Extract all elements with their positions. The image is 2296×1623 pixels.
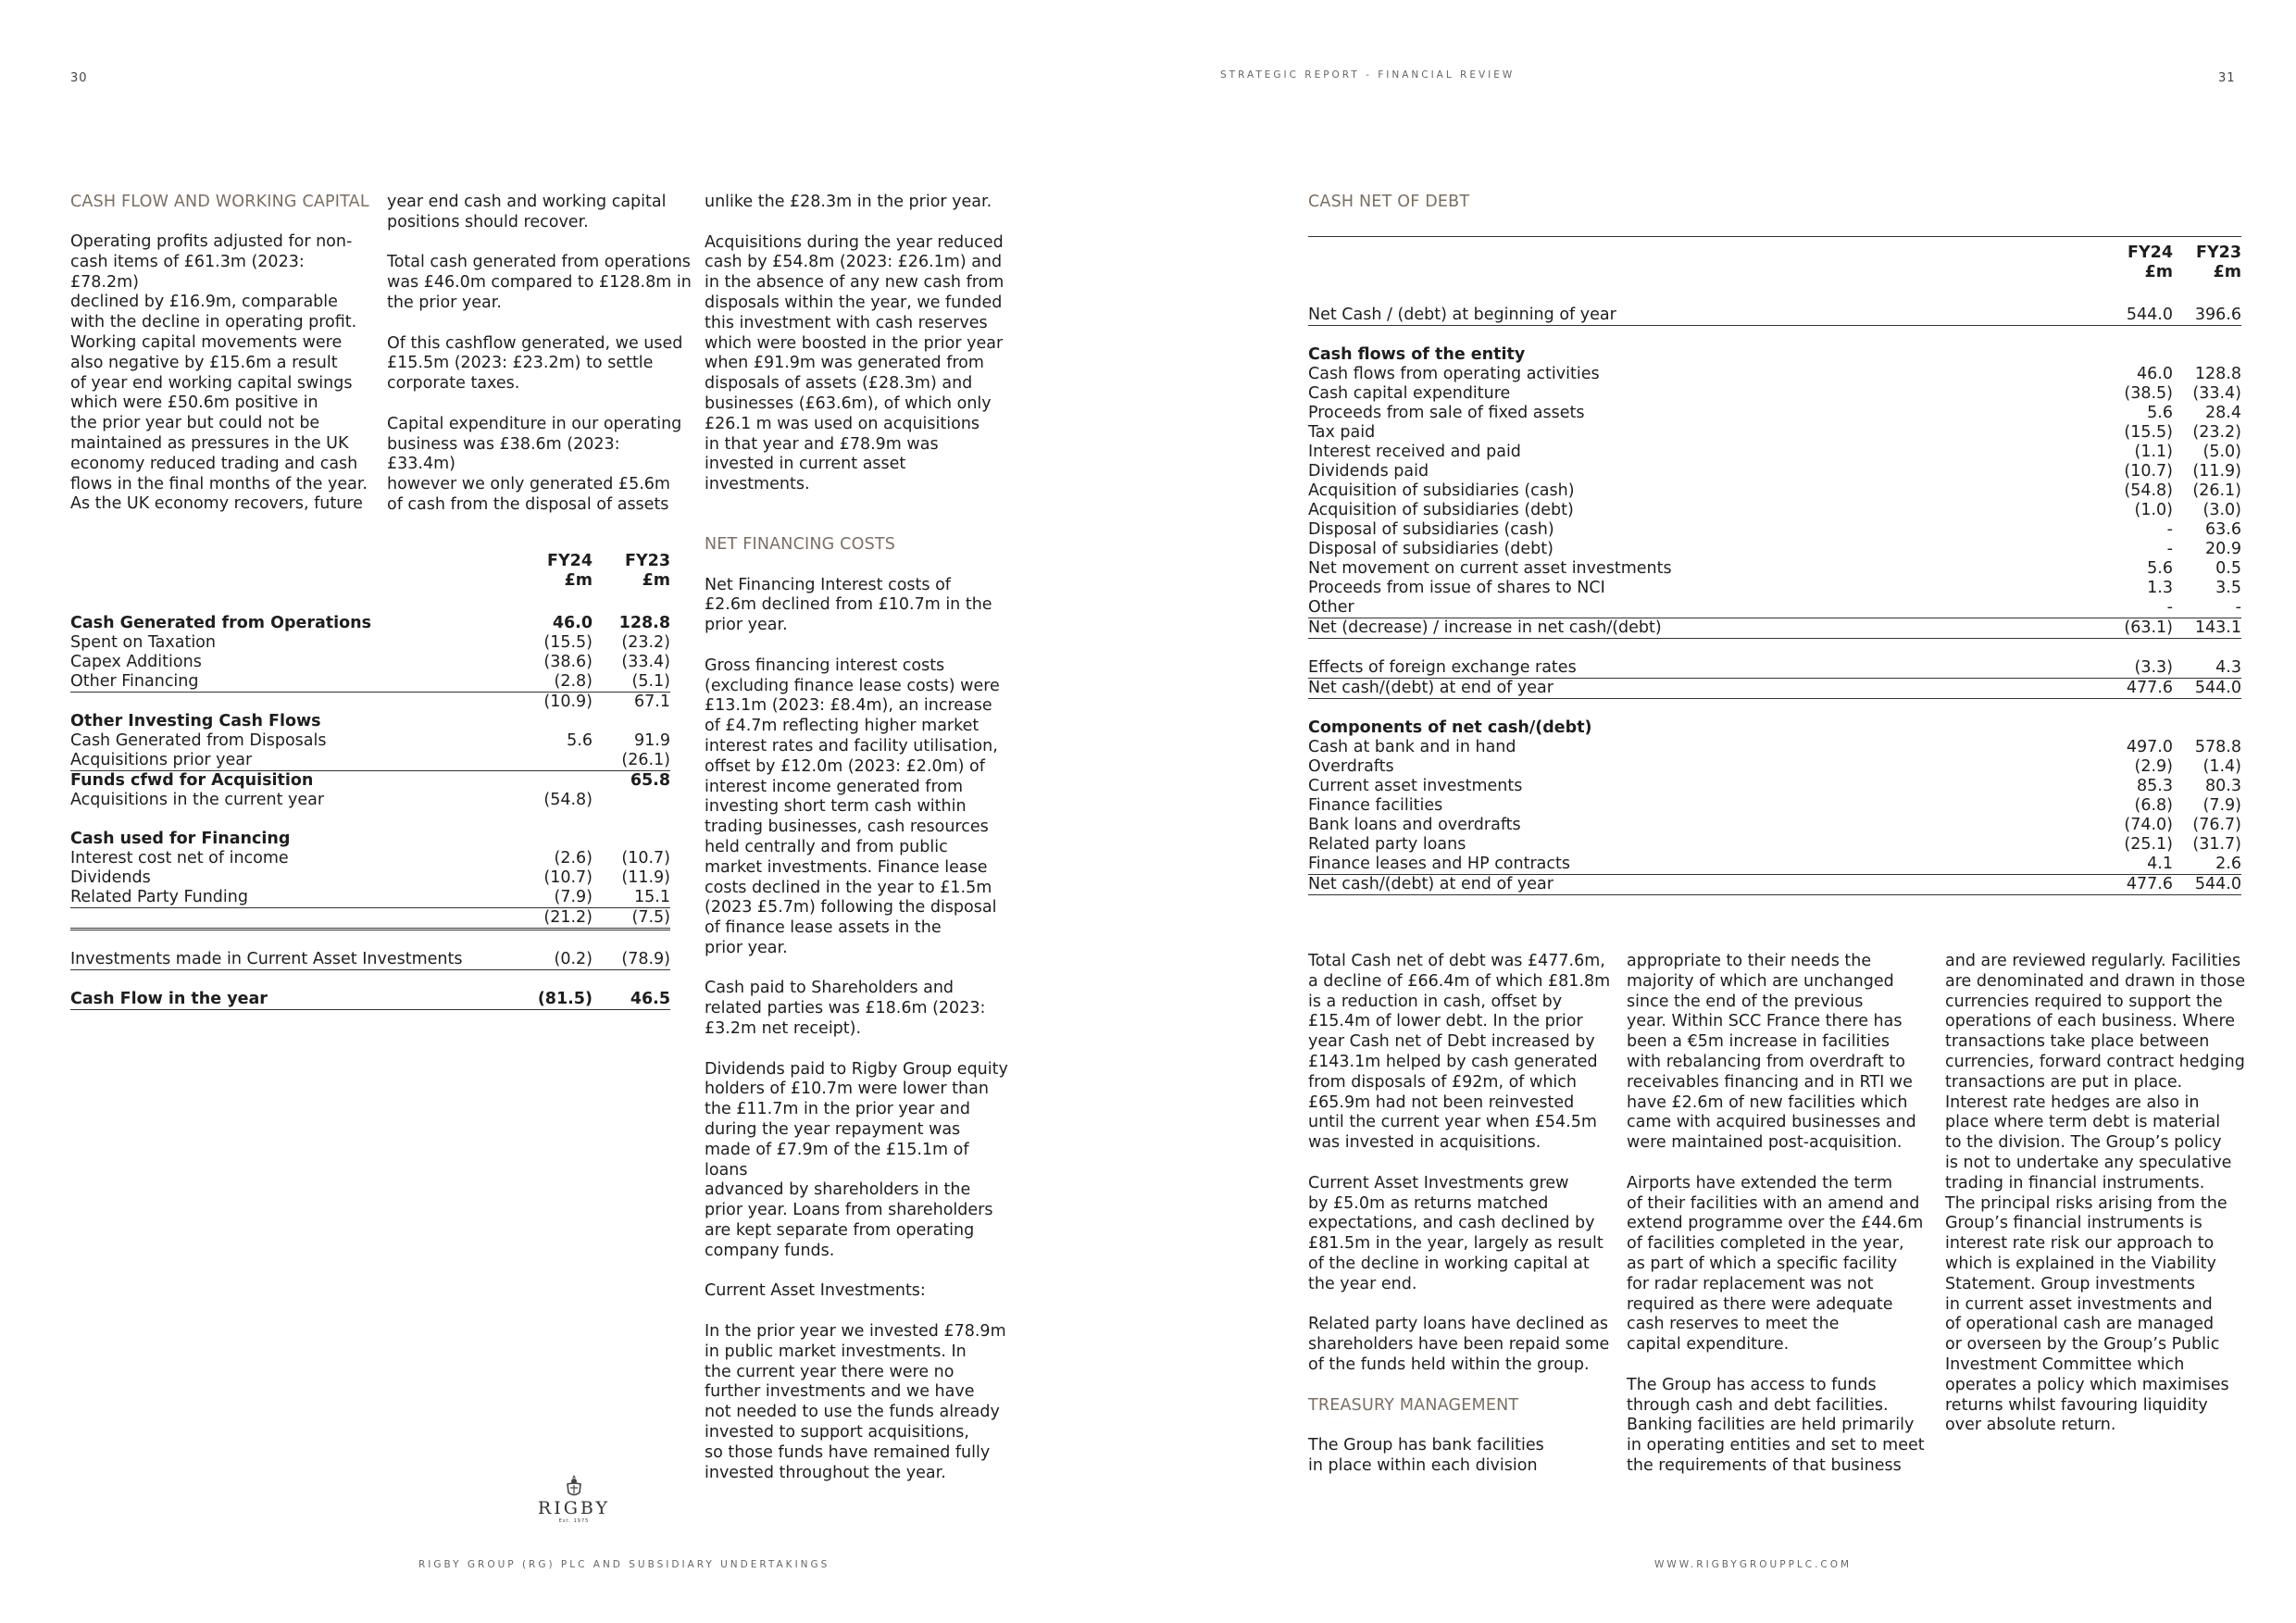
fy24-value (2101, 345, 2173, 365)
fy24-value: - (2166, 540, 2173, 558)
fy24-value: 46.0 (552, 614, 593, 632)
table-row (70, 830, 670, 849)
fy23-value: (76.7) (2192, 816, 2241, 834)
fy24-value (533, 930, 593, 951)
paragraph: The Group has access to funds through cash and debt facilities. Banking facilities are held primarily in operating entities and set to meet the requirements of that business (1627, 1375, 1925, 1475)
fy23-value: 91.9 (634, 731, 670, 750)
fy24-value (533, 970, 593, 991)
table-row (1308, 481, 2241, 501)
row-label: Net movement on current asset investments (1308, 559, 1672, 578)
fy24-value: - (2166, 520, 2173, 539)
left-page-number: 30 (70, 71, 88, 85)
table-row (1308, 618, 2241, 639)
fy23-column-header: FY23 £m (2196, 243, 2241, 281)
fy24-value: (0.2) (533, 950, 593, 970)
table-row (1308, 559, 2241, 579)
fy23-value: (23.2) (2192, 423, 2241, 442)
fy23-value: (26.1) (593, 751, 670, 771)
row-label: Cash Flow in the year (70, 990, 533, 1010)
fy24-value (2101, 326, 2173, 346)
row-label: Cash Generated from Operations (70, 614, 372, 632)
rigby-logo (537, 1474, 611, 1524)
row-label: Cash flows of the entity (1308, 345, 1526, 364)
section-label: STRATEGIC REPORT - FINANCIAL REVIEW (1220, 69, 1516, 81)
cash-net-of-debt-heading: CASH NET OF DEBT (1308, 193, 1470, 211)
fy24-value: (54.8) (543, 791, 593, 809)
fy24-value: (15.5) (543, 633, 593, 652)
right-text-col2 (1627, 952, 1937, 1497)
fy23-value: 544.0 (2173, 679, 2241, 699)
table-row (70, 868, 670, 888)
fy24-value: (10.9) (543, 693, 593, 711)
table-row (70, 990, 670, 1010)
row-label: Cash used for Financing (70, 830, 291, 848)
table-row (1308, 699, 2241, 719)
table-row (1308, 738, 2241, 757)
fy24-value: (3.3) (2101, 658, 2173, 679)
fy23-value: (11.9) (621, 868, 670, 887)
fy23-value: (7.9) (2202, 796, 2241, 815)
table-row (70, 950, 670, 970)
fy24-column-header: FY24 £m (2128, 243, 2173, 281)
fy24-value: (10.7) (2124, 462, 2173, 481)
fy24-value: 544.0 (2101, 306, 2173, 326)
fy24-value: (21.2) (533, 908, 593, 930)
table-top-rule (1308, 236, 2241, 237)
table-row (70, 970, 670, 991)
row-label: Cash Generated from Disposals (70, 731, 327, 750)
table-row (70, 771, 670, 792)
table-row (1308, 286, 2241, 306)
left-text-col1 (70, 232, 376, 535)
row-label (70, 908, 533, 930)
table-row (1308, 384, 2241, 404)
row-label: Disposal of subsidiaries (cash) (1308, 520, 1554, 539)
fy23-value (593, 791, 670, 810)
row-label: Acquisitions in the current year (70, 791, 325, 809)
row-label: Finance facilities (1308, 796, 1443, 815)
row-label: Cash capital expenditure (1308, 384, 1511, 403)
row-label: Current asset investments (1308, 777, 1523, 795)
fy23-value: (33.4) (621, 653, 670, 671)
paragraph: The Group has bank facilities in place within each division (1308, 1436, 1544, 1475)
left-footer: RIGBY GROUP (RG) PLC AND SUBSIDIARY UNDERTAKINGS (418, 1559, 830, 1570)
row-label (70, 693, 533, 713)
paragraph: year end cash and working capital positions should recover. (387, 193, 667, 231)
left-text-col2 (387, 193, 693, 536)
row-label: Dividends (70, 868, 151, 887)
fy23-value: 46.5 (593, 990, 670, 1010)
row-label: Dividends paid (1308, 462, 1429, 481)
row-label: Net cash/(debt) at end of year (1308, 679, 2101, 699)
paragraph: Operating profits adjusted for non- cash items of £61.3m (2023: £78.2m) declined by £16.9m, comparable with the decline in operating profit. Working capital movements were also negative by £15.6m a result of year end working capital swings which were £50.6m positive in the prior year but could not be maintained as pressures in the UK economy reduced trading and cash flows in the final months of the year. As the UK economy recovers, future (70, 232, 368, 514)
fy24-value: (38.6) (543, 653, 593, 671)
row-label (1308, 286, 2101, 306)
fy23-value: 65.8 (630, 771, 670, 790)
table-row (1308, 540, 2241, 559)
fy23-value: (1.4) (2202, 757, 2241, 776)
table-row (70, 731, 670, 751)
row-label: Funds cfwd for Acquisition (70, 771, 314, 790)
fy24-value: (38.5) (2124, 384, 2173, 403)
fy23-column-header: FY23 £m (625, 552, 670, 590)
table-row (70, 849, 670, 868)
fy24-value: (15.5) (2124, 423, 2173, 442)
table-row (1308, 345, 2241, 365)
paragraph: Total Cash net of debt was £477.6m, a decline of £66.4m of which £81.8m is a reduction in cash, offset by £15.4m of lower debt. In the prior year Cash net of Debt increased by £143.1m helped by cash generated from disposals of £92m, of which £65.9m had not been reinvested until the current year when £54.5m was invested in acquisitions. (1308, 952, 1611, 1153)
fy24-value: - (2101, 598, 2173, 618)
fy23-value: (23.2) (621, 633, 670, 652)
table-row (70, 888, 670, 908)
fy24-value: (6.8) (2134, 796, 2173, 815)
fy24-value: (10.7) (543, 868, 593, 887)
fy23-value: 63.6 (2205, 520, 2241, 539)
fy24-value: (74.0) (2124, 816, 2173, 834)
table-header-row (1308, 243, 2241, 286)
fy24-value: (1.0) (2134, 501, 2173, 519)
table-row (70, 672, 670, 693)
fy24-value: 477.6 (2101, 679, 2173, 699)
fy24-value: (25.1) (2124, 835, 2173, 854)
table-row (1308, 757, 2241, 777)
fy24-value: 1.3 (2147, 579, 2173, 597)
paragraph: unlike the £28.3m in the prior year. (705, 193, 992, 211)
table-row (1308, 855, 2241, 875)
row-label (1308, 326, 2101, 346)
row-label: Components of net cash/(debt) (1308, 718, 1592, 737)
paragraph: Of this cashflow generated, we used £15.5m (2023: £23.2m) to settle corporate taxes. (387, 333, 683, 393)
table-row (1308, 443, 2241, 462)
fy23-value (2173, 639, 2241, 659)
row-label: Capex Additions (70, 653, 202, 671)
table-row (1308, 462, 2241, 481)
table-row (70, 653, 670, 672)
table-row (1308, 326, 2241, 346)
fy23-value: 67.1 (634, 693, 670, 711)
right-text-col3 (1945, 952, 2255, 1456)
fy24-value: (1.1) (2134, 443, 2173, 461)
fy23-value: 128.8 (2194, 365, 2241, 383)
fy23-value: (7.5) (593, 908, 670, 930)
paragraph: Acquisitions during the year reduced cash by £54.8m (2023: £26.1m) and in the absence of any new cash from disposals within the year, we funded this investment with cash reserves which were boosted in the prior year when £91.9m was generated from disposals of assets (£28.3m) and businesses (£63.6m), of which only £26.1 m was used on acquisitions in that year and £78.9m was invested in current asset investments. (705, 232, 1004, 494)
fy23-value: 4.3 (2173, 658, 2241, 679)
table-row (1308, 579, 2241, 598)
paragraph: Net Financing Interest costs of £2.6m declined from £10.7m in the prior year. (705, 575, 992, 635)
row-label: Net cash/(debt) at end of year (1308, 875, 2101, 895)
table-row (1308, 365, 2241, 384)
paragraph: In the prior year we invested £78.9m in public market investments. In the current year there were no further investments and we have not needed to use the funds already invested to support acquisitions, so those funds have remained fully invested throughout the year. (705, 1322, 1006, 1482)
table-header-row (70, 552, 670, 594)
fy23-value: (26.1) (2192, 481, 2241, 500)
fy23-value: - (2173, 598, 2241, 618)
paragraph: and are reviewed regularly. Facilities are denominated and drawn in those currencies required to support the operations of each business. Where transactions take place between currencies, forward contract hedging transactions are put in place. Interest rate hedges are also in place where term debt is material to the division. The Group’s policy is not to undertake any speculative trading in financial instruments. The principal risks arising from the Group’s financial instruments is interest rate risk our approach to which is explained in the Viability Statement. Group investments in current asset investments and of operational cash are managed or overseen by the Group’s Public Investment Committee which operates a policy which maximises returns whilst favouring liquidity over absolute return. (1945, 952, 2246, 1435)
net-financing-heading: NET FINANCING COSTS (705, 534, 896, 554)
paragraph: Current Asset Investments: (705, 1281, 926, 1301)
fy23-value: 143.1 (2173, 618, 2241, 639)
row-label (70, 930, 533, 951)
fy23-value: (33.4) (2192, 384, 2241, 403)
row-label: Disposal of subsidiaries (debt) (1308, 540, 1554, 558)
right-footer: WWW.RIGBYGROUPPLC.COM (1654, 1559, 1853, 1570)
fy23-value: 0.5 (2215, 559, 2241, 578)
fy23-value (593, 810, 670, 830)
fy23-value: (78.9) (593, 950, 670, 970)
table-row (1308, 520, 2241, 540)
fy23-value: 396.6 (2173, 306, 2241, 326)
row-label: Investments made in Current Asset Investments (70, 950, 533, 970)
fy23-value (593, 970, 670, 991)
table-row (1308, 598, 2241, 618)
cash-flow-table (70, 552, 670, 1010)
fy23-value: (10.7) (621, 849, 670, 868)
table-row (1308, 679, 2241, 699)
row-label (1308, 699, 2101, 719)
fy24-value (2101, 718, 2173, 738)
left-text-col3 (705, 193, 1010, 1504)
row-label: Bank loans and overdrafts (1308, 816, 1521, 834)
row-label (1308, 639, 2101, 659)
fy24-value (533, 810, 593, 830)
table-row (1308, 404, 2241, 423)
paragraph: Dividends paid to Rigby Group equity holders of £10.7m were lower than the £11.7m in the prior year and during the year repayment was made of £7.9m of the £15.1m of loans advanced by shareholders in the prior year. Loans from shareholders are kept separate from operating company funds. (705, 1059, 1008, 1260)
fy23-value: (5.1) (593, 672, 670, 693)
fy23-value: (31.7) (2192, 835, 2241, 854)
row-label: Tax paid (1308, 423, 1376, 442)
fy24-value (533, 830, 593, 849)
right-text-col1 (1308, 952, 1618, 1497)
fy24-value: (7.9) (533, 888, 593, 908)
paragraph: Current Asset Investments grew by £5.0m as returns matched expectations, and cash declined by £81.5m in the year, largely as result of the decline in working capital at the year end. (1308, 1173, 1603, 1293)
paragraph: Capital expenditure in our operating business was £38.6m (2023: £33.4m) however we only generated £5.6m of cash from the disposal of assets (387, 414, 682, 514)
fy23-value (593, 930, 670, 951)
fy24-value: (54.8) (2124, 481, 2173, 500)
fy24-value: 497.0 (2126, 738, 2173, 756)
table-row (1308, 875, 2241, 895)
fy23-value: (5.0) (2202, 443, 2241, 461)
fy24-value: 4.1 (2101, 855, 2173, 875)
fy24-value: (2.8) (533, 672, 593, 693)
fy24-value: 85.3 (2137, 777, 2173, 795)
table-row (70, 791, 670, 810)
fy23-value (593, 712, 670, 731)
paragraph: Related party loans have declined as shareholders have been repaid some of the funds held within the group. (1308, 1315, 1610, 1374)
table-row (70, 810, 670, 830)
fy24-value: (63.1) (2101, 618, 2173, 639)
fy23-value: (3.0) (2202, 501, 2241, 519)
table-row (1308, 639, 2241, 659)
treasury-heading: TREASURY MANAGEMENT (1308, 1395, 1519, 1415)
table-row (1308, 718, 2241, 738)
fy23-value (2173, 699, 2241, 719)
fy24-column-header: FY24 £m (547, 552, 593, 590)
table-row (1308, 777, 2241, 796)
fy24-value (2101, 699, 2173, 719)
row-label: Net (decrease) / increase in net cash/(debt) (1308, 618, 2101, 639)
row-label: Proceeds from sale of fixed assets (1308, 404, 1585, 422)
fy23-value: 2.6 (2173, 855, 2241, 875)
row-label: Other Investing Cash Flows (70, 712, 321, 730)
fy24-value: 5.6 (567, 731, 593, 750)
paragraph: Total cash generated from operations was £46.0m compared to £128.8m in the prior year. (387, 253, 692, 312)
fy23-value: 15.1 (593, 888, 670, 908)
fy23-value (2173, 718, 2241, 738)
cash-flow-heading: CASH FLOW AND WORKING CAPITAL (70, 193, 369, 211)
row-label (70, 970, 533, 991)
fy24-value (533, 712, 593, 731)
fy24-value: 5.6 (2147, 404, 2173, 422)
row-label: Cash flows from operating activities (1308, 365, 1600, 383)
table-row (1308, 501, 2241, 520)
fy24-value: 477.6 (2101, 875, 2173, 895)
paragraph: appropriate to their needs the majority of which are unchanged since the end of the previous year. Within SCC France there has been a €5m increase in facilities with rebalancing from overdraft to receivables financing and in RTI we have £2.6m of new facilities which came with acquired businesses and were maintained post-acquisition. (1627, 952, 1916, 1153)
fy23-value: 128.8 (618, 614, 670, 632)
fy24-value: (81.5) (533, 990, 593, 1010)
table-row (70, 712, 670, 731)
row-label (70, 810, 533, 830)
fy23-value: 544.0 (2173, 875, 2241, 895)
table-row (70, 930, 670, 951)
row-label: Acquisition of subsidiaries (debt) (1308, 501, 1574, 519)
crest-icon (564, 1474, 584, 1498)
fy23-value: 28.4 (2205, 404, 2241, 422)
row-label: Proceeds from issue of shares to NCI (1308, 579, 1605, 597)
fy24-value (533, 771, 593, 792)
row-label: Effects of foreign exchange rates (1308, 658, 2101, 679)
fy23-value (2173, 326, 2241, 346)
table-row (1308, 835, 2241, 855)
table-row (1308, 423, 2241, 443)
row-label: Cash at bank and in hand (1308, 738, 1516, 756)
fy24-value (2101, 639, 2173, 659)
table-row (70, 633, 670, 653)
table-row (1308, 796, 2241, 816)
fy23-value: (11.9) (2192, 462, 2241, 481)
row-label: Net Cash / (debt) at beginning of year (1308, 306, 2101, 326)
fy24-value (533, 751, 593, 771)
row-label: Finance leases and HP contracts (1308, 855, 2101, 875)
table-row (1308, 816, 2241, 835)
row-label: Other Financing (70, 672, 533, 693)
fy23-value: 20.9 (2205, 540, 2241, 558)
table-row (70, 751, 670, 771)
row-label: Interest received and paid (1308, 443, 1521, 461)
right-page-number: 31 (2218, 71, 2236, 85)
fy24-value: 46.0 (2137, 365, 2173, 383)
logo-wordmark: RIGBY (537, 1498, 611, 1518)
table-row (70, 614, 670, 633)
paragraph: Airports have extended the term of their facilities with an amend and extend programme over the £44.6m of facilities completed in the year, as part of which a specific facility for radar replacement was not required as there were adequate cash reserves to meet the capital expenditure. (1627, 1173, 1924, 1355)
fy24-value: (2.9) (2134, 757, 2173, 776)
row-label: Other (1308, 598, 2101, 618)
table-row (70, 693, 670, 713)
row-label: Interest cost net of income (70, 849, 289, 868)
table-row (1308, 658, 2241, 679)
row-label: Overdrafts (1308, 757, 1394, 776)
cash-net-of-debt-table (1308, 243, 2241, 895)
table-row (70, 908, 670, 930)
fy23-value (2173, 286, 2241, 306)
fy23-value: 3.5 (2215, 579, 2241, 597)
row-label: Acquisition of subsidiaries (cash) (1308, 481, 1575, 500)
fy23-value (593, 830, 670, 849)
fy23-value (2173, 345, 2241, 365)
fy24-value (2101, 286, 2173, 306)
fy24-value: 5.6 (2147, 559, 2173, 578)
paragraph: Gross financing interest costs (excluding finance lease costs) were £13.1m (2023: £8.4m), an increase of £4.7m reflecting higher market interest rates and facility utilisation, offset by £12.0m (2023: £2.0m) of interest income generated from investing short term cash within trading businesses, cash resources held centrally and from public market investments. Finance lease costs declined in the year to £1.5m (2023 £5.7m) following the disposal of finance lease assets in the prior year. (705, 655, 1000, 957)
fy23-value: 578.8 (2194, 738, 2241, 756)
table-row (1308, 306, 2241, 326)
paragraph: Cash paid to Shareholders and related parties was £18.6m (2023: £3.2m net receipt). (705, 979, 986, 1039)
row-label: Related Party Funding (70, 888, 533, 908)
fy24-value: (2.6) (554, 849, 593, 868)
fy23-value: 80.3 (2205, 777, 2241, 795)
row-label: Acquisitions prior year (70, 751, 533, 771)
row-label: Spent on Taxation (70, 633, 216, 652)
row-label: Related party loans (1308, 835, 1466, 854)
logo-est: Est. 1975 (558, 1518, 590, 1524)
